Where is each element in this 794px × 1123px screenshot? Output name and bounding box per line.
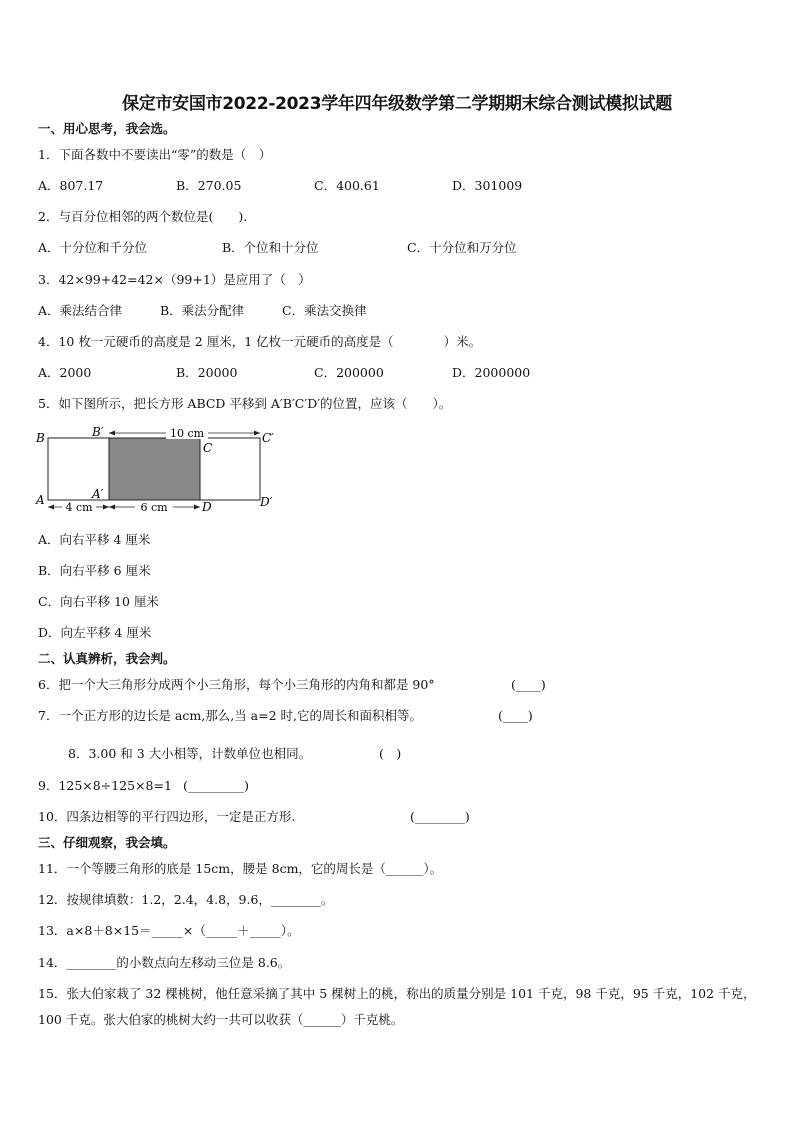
q5-option-d[interactable]: D．向左平移 4 厘米 <box>38 625 152 640</box>
section-1-heading: 一、用心思考，我会选。 <box>38 121 176 136</box>
question-1: 1．下面各数中不要读出“零”的数是（ ） <box>38 147 272 162</box>
question-2: 2．与百分位相邻的两个数位是( ). <box>38 209 248 224</box>
q4-option-b[interactable]: B．20000 <box>176 365 238 380</box>
q5-option-c[interactable]: C．向右平移 10 厘米 <box>38 594 159 609</box>
label-b: B <box>36 431 45 445</box>
q3-option-b[interactable]: B．乘法分配律 <box>160 303 245 318</box>
question-9: 9．125×8÷125×8=1 <box>38 778 172 793</box>
question-12: 12．按规律填数：1.2，2.4，4.8，9.6，________。 <box>38 892 334 907</box>
q2-option-a[interactable]: A．十分位和千分位 <box>38 240 148 255</box>
q3-option-c[interactable]: C．乘法交换律 <box>282 303 367 318</box>
dim-10cm: 10 cm <box>169 427 205 440</box>
q4-option-a[interactable]: A．2000 <box>38 365 92 380</box>
question-15: 15．张大伯家栽了 32 棵桃树，他任意采摘了其中 5 棵树上的桃，称出的质量分别是 101 千克，98 千克，95 千克，102 千克，100 千克。张大伯家的桃树大约一共可以收获（______）千克桃。 <box>38 986 756 1027</box>
q5-option-b[interactable]: B．向右平移 6 厘米 <box>38 563 151 578</box>
dim-6cm: 6 cm <box>140 501 168 514</box>
q6-answer-blank[interactable]: (____) <box>511 677 546 692</box>
question-10: 10．四条边相等的平行四边形，一定是正方形. <box>38 809 296 824</box>
q4-option-d[interactable]: D．2000000 <box>452 365 531 380</box>
question-13: 13．a×8＋8×15＝_____×（_____＋_____）。 <box>38 923 300 938</box>
question-14: 14．________的小数点向左移动三位是 8.6。 <box>38 955 291 970</box>
shaded-overlap <box>109 438 200 500</box>
q4-option-c[interactable]: C．200000 <box>314 365 384 380</box>
translation-figure <box>30 422 290 516</box>
q10-answer-blank[interactable]: (________) <box>410 809 470 824</box>
section-2-heading: 二、认真辨析，我会判。 <box>38 651 176 666</box>
label-a-prime: A′ <box>92 487 104 501</box>
label-b-prime: B′ <box>92 425 104 439</box>
label-c-prime: C′ <box>262 431 274 445</box>
question-6: 6．把一个大三角形分成两个小三角形，每个小三角形的内角和都是 90° <box>38 677 435 692</box>
q5-option-a[interactable]: A．向右平移 4 厘米 <box>38 532 151 547</box>
label-c: C <box>203 441 213 455</box>
question-4: 4．10 枚一元硬币的高度是 2 厘米，1 亿枚一元硬币的高度是（ ）米。 <box>38 334 482 349</box>
q9-answer-blank[interactable]: (_________) <box>183 778 250 793</box>
page-title: 保定市安国市2022-2023学年四年级数学第二学期期末综合测试模拟试题 <box>122 94 672 114</box>
q2-option-c[interactable]: C．十分位和万分位 <box>407 240 517 255</box>
section-3-heading: 三、仔细观察，我会填。 <box>38 835 176 850</box>
q1-option-a[interactable]: A．807.17 <box>38 178 104 193</box>
q1-option-d[interactable]: D．301009 <box>452 178 523 193</box>
question-7: 7．一个正方形的边长是 acm,那么,当 a=2 时,它的周长和面积相等。 <box>38 708 422 723</box>
question-5: 5．如下图所示，把长方形 ABCD 平移到 A′B′C′D′的位置，应该（ ）。 <box>38 396 452 411</box>
q7-answer-blank[interactable]: (____) <box>498 708 533 723</box>
label-d-prime: D′ <box>260 495 273 509</box>
q1-option-b[interactable]: B．270.05 <box>176 178 242 193</box>
question-11: 11．一个等腰三角形的底是 15cm，腰是 8cm，它的周长是（______）。 <box>38 861 443 876</box>
label-d: D <box>202 500 212 514</box>
q2-option-b[interactable]: B．个位和十分位 <box>222 240 319 255</box>
q8-answer-blank[interactable]: ( ) <box>379 746 402 761</box>
q1-option-c[interactable]: C．400.61 <box>314 178 380 193</box>
q3-option-a[interactable]: A．乘法结合律 <box>38 303 123 318</box>
label-a: A <box>36 493 45 507</box>
dim-4cm: 4 cm <box>65 501 93 514</box>
question-8: 8．3.00 和 3 大小相等，计数单位也相同。 <box>68 746 312 761</box>
question-3: 3．42×99+42=42×（99+1）是应用了（ ） <box>38 272 311 287</box>
